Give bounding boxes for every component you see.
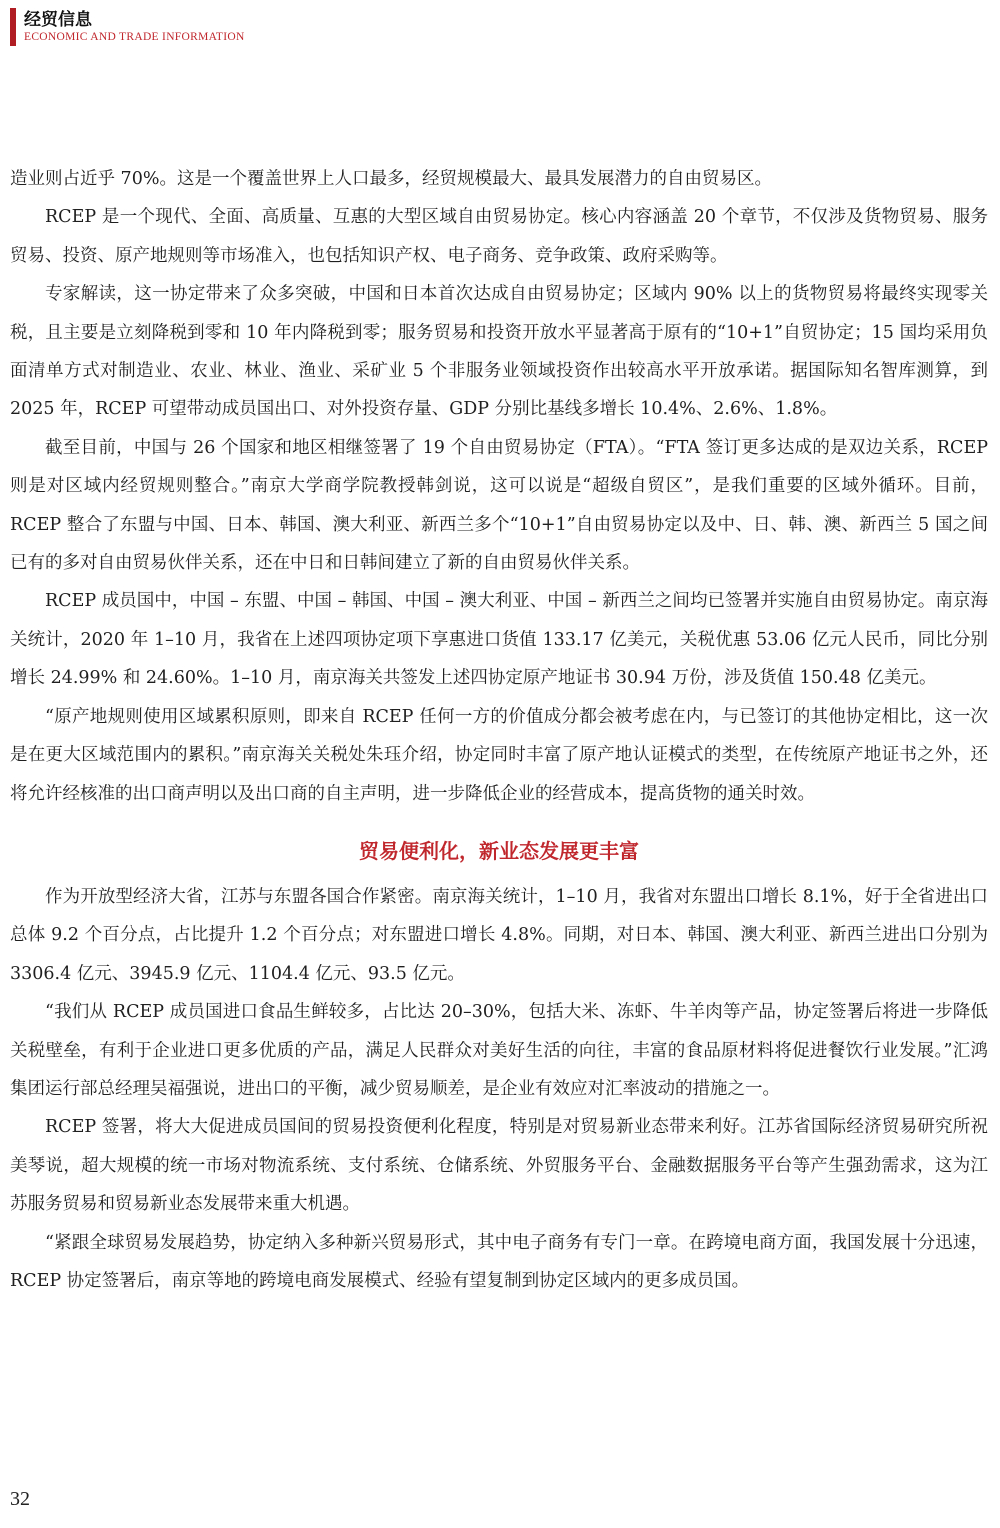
article-body (10, 160, 988, 1300)
masthead-accent-bar (10, 8, 16, 46)
masthead (10, 8, 245, 46)
paragraph: 造业则占近乎 70%。这是一个覆盖世界上人口最多，经贸规模最大、最具发展潜力的自由贸易区。 (10, 169, 772, 189)
paragraph: RCEP 签署，将大大促进成员国间的贸易投资便利化程度，特别是对贸易新业态带来利好。江苏省国际经济贸易研究所祝美琴说，超大规模的统一市场对物流系统、支付系统、仓储系统、外贸服务平台、金融数据服务平台等产生强劲需求，这为江苏服务贸易和贸易新业态发展带来重大机遇。 (10, 1117, 988, 1215)
paragraph: 截至目前，中国与 26 个国家和地区相继签署了 19 个自由贸易协定（FTA）。“FTA 签订更多达成的是双边关系，RCEP 则是对区域内经贸规则整合。”南京大学商学院教授韩剑说，这可以说是“超级自贸区”，是我们重要的区域外循环。目前，RCEP 整合了东盟与中国、日本、韩国、澳大利亚、新西兰多个“10+1”自由贸易协定以及中、日、韩、澳、新西兰 5 国之间已有的多对自由贸易伙伴关系，还在中日和日韩间建立了新的自由贸易伙伴关系。 (10, 437, 988, 574)
paragraph: 作为开放型经济大省，江苏与东盟各国合作紧密。南京海关统计，1–10 月，我省对东盟出口增长 8.1%，好于全省进出口总体 9.2 个百分点，占比提升 1.2 个百分点；对东盟进口增长 4.8%。同期，对日本、韩国、澳大利亚、新西兰进出口分别为 3306.4 亿元、3945.9 亿元、1104.4 亿元、93.5 亿元。 (10, 886, 988, 984)
paragraph: “我们从 RCEP 成员国进口食品生鲜较多，占比达 20–30%，包括大米、冻虾、牛羊肉等产品，协定签署后将进一步降低关税壁垒，有利于企业进口更多优质的产品，满足人民群众对美好生活的向往，丰富的食品原材料将促进餐饮行业发展。”汇鸿集团运行部总经理吴福强说，进出口的平衡，减少贸易顺差，是企业有效应对汇率波动的措施之一。 (10, 1002, 988, 1099)
paragraph: “原产地规则使用区域累积原则，即来自 RCEP 任何一方的价值成分都会被考虑在内，与已签订的其他协定相比，这一次是在更大区域范围内的累积。”南京海关关税处朱珏介绍，协定同时丰富了原产地认证模式的类型，在传统原产地证书之外，还将允许经核准的出口商声明以及出口商的自主声明，进一步降低企业的经营成本，提高货物的通关时效。 (10, 706, 988, 804)
paragraph: RCEP 是一个现代、全面、高质量、互惠的大型区域自由贸易协定。核心内容涵盖 20 个章节，不仅涉及货物贸易、服务贸易、投资、原产地规则等市场准入，也包括知识产权、电子商务、竞争政策、政府采购等。 (10, 207, 988, 266)
section-heading: 贸易便利化，新业态发展更丰富 (359, 838, 639, 863)
masthead-text (24, 8, 245, 46)
publication-title: 经贸信息 (24, 10, 92, 30)
publication-subtitle: ECONOMIC AND TRADE INFORMATION (24, 31, 245, 43)
paragraph: 专家解读，这一协定带来了众多突破，中国和日本首次达成自由贸易协定；区域内 90% 以上的货物贸易将最终实现零关税，且主要是立刻降税到零和 10 年内降税到零；服务贸易和投资开放水平显著高于原有的“10+1”自贸协定；15 国均采用负面清单方式对制造业、农业、林业、渔业、采矿业 5 个非服务业领域投资作出较高水平开放承诺。据国际知名智库测算，到 2025 年，RCEP 可望带动成员国出口、对外投资存量、GDP 分别比基线多增长 10.4%、2.6%、1.8%。 (10, 284, 988, 420)
page-number: 32 (10, 1488, 30, 1510)
paragraph: “紧跟全球贸易发展趋势，协定纳入多种新兴贸易形式，其中电子商务有专门一章。在跨境电商方面，我国发展十分迅速，RCEP 协定签署后，南京等地的跨境电商发展模式、经验有望复制到协定区域内的更多成员国。 (10, 1232, 988, 1291)
paragraph: RCEP 成员国中，中国 – 东盟、中国 – 韩国、中国 – 澳大利亚、中国 – 新西兰之间均已签署并实施自由贸易协定。南京海关统计，2020 年 1–10 月，我省在上述四项协定项下享惠进口货值 133.17 亿美元，关税优惠 53.06 亿元人民币，同比分别增长 24.99% 和 24.60%。1–10 月，南京海关共签发上述四协定原产地证书 30.94 万份，涉及货值 150.48 亿美元。 (10, 591, 988, 689)
